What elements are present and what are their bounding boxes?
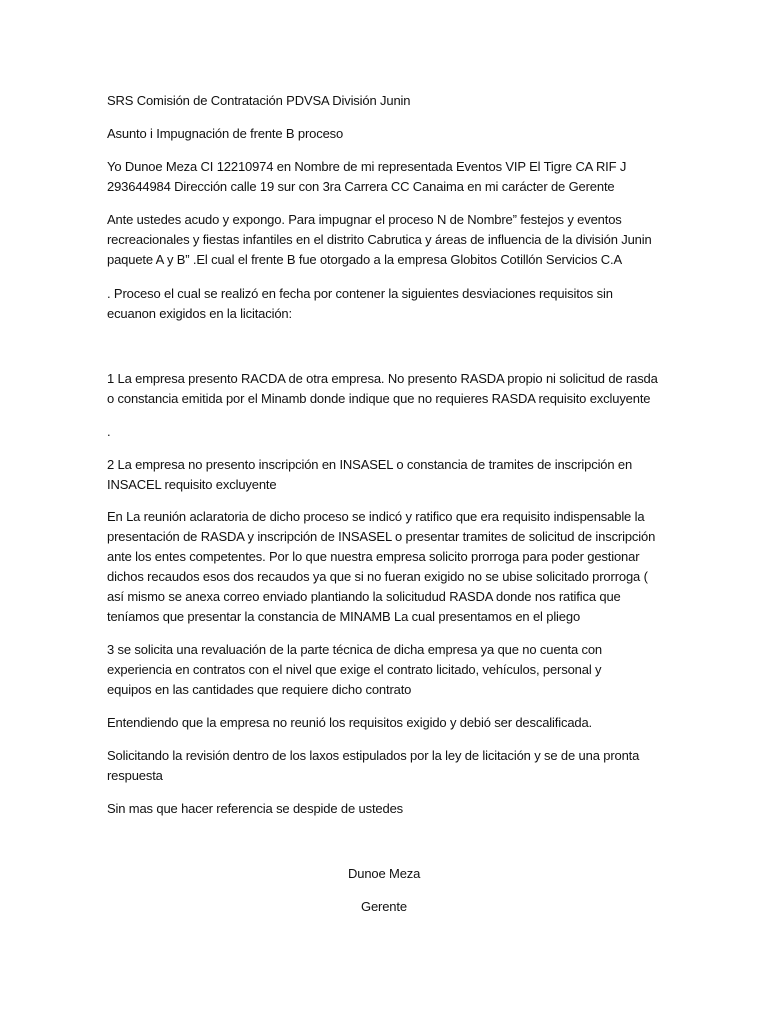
paragraph-line: Solicitando la revisión dentro de los laxos estipulados por la ley de licitación y se de una pronta (107, 748, 640, 763)
signature-name: Dunoe Meza (348, 866, 421, 881)
intro-line: 293644984 Dirección calle 19 sur con 3ra Carrera CC Canaima en mi carácter de Gerente (107, 179, 615, 194)
item-line: 3 se solicita una revaluación de la parte técnica de dicha empresa ya que no cuenta con (107, 642, 602, 657)
paragraph-line: recreacionales y fiestas infantiles en el distrito Cabrutica y áreas de influencia de la división Junin (107, 232, 652, 247)
item-line: experiencia en contratos con el nivel que exige el contrato licitado, vehículos, personal y (107, 662, 602, 677)
paragraph-line: ecuanon exigidos en la licitación: (107, 306, 292, 321)
paragraph-line: . Proceso el cual se realizó en fecha por contener la siguientes desviaciones requisitos sin (107, 286, 613, 301)
paragraph-line: paquete A y B” .El cual el frente B fue otorgado a la empresa Globitos Cotillón Servicios C.A (107, 252, 623, 267)
paragraph-line: respuesta (107, 768, 163, 783)
item-line: o constancia emitida por el Minamb donde indique que no requieres RASDA requisito excluyente (107, 391, 651, 406)
letter-subject: Asunto i Impugnación de frente B proceso (107, 126, 344, 141)
item-line: INSACEL requisito excluyente (107, 477, 277, 492)
letter-header: SRS Comisión de Contratación PDVSA División Junin (107, 93, 411, 108)
paragraph-line: presentación de RASDA y inscripción de INSASEL o presentar tramites de solicitud de inscripción (107, 529, 656, 544)
paragraph-line: así mismo se anexa correo enviado plantiando la solicitudud RASDA donde nos ratifica que (107, 589, 621, 604)
intro-line: Yo Dunoe Meza CI 12210974 en Nombre de mi representada Eventos VIP El Tigre CA RIF J (107, 159, 627, 174)
signature-title: Gerente (361, 899, 407, 914)
paragraph-line: teníamos que presentar la constancia de MINAMB La cual presentamos en el pliego (107, 609, 581, 624)
paragraph-line: Entendiendo que la empresa no reunió los requisitos exigido y debió ser descalificada. (107, 715, 593, 730)
paragraph-line: En La reunión aclaratoria de dicho proceso se indicó y ratifico que era requisito indispensable la (107, 509, 645, 524)
paragraph-line: Ante ustedes acudo y expongo. Para impugnar el proceso N de Nombre” festejos y eventos (107, 212, 622, 227)
item-line: 1 La empresa presento RACDA de otra empresa. No presento RASDA propio ni solicitud de rasda (107, 371, 658, 386)
paragraph-line: ante los entes competentes. Por lo que nuestra empresa solicito prorroga para poder gestionar (107, 549, 640, 564)
closing-line: Sin mas que hacer referencia se despide de ustedes (107, 801, 404, 816)
item-line: equipos en las cantidades que requiere dicho contrato (107, 682, 412, 697)
paragraph-line: dichos recaudos esos dos recaudos ya que si no fueran exigido no se ubise solicitado prorroga ( (107, 569, 648, 584)
item-line: 2 La empresa no presento inscripción en INSASEL o constancia de tramites de inscripción en (107, 457, 633, 472)
stray-dot: . (107, 424, 111, 439)
